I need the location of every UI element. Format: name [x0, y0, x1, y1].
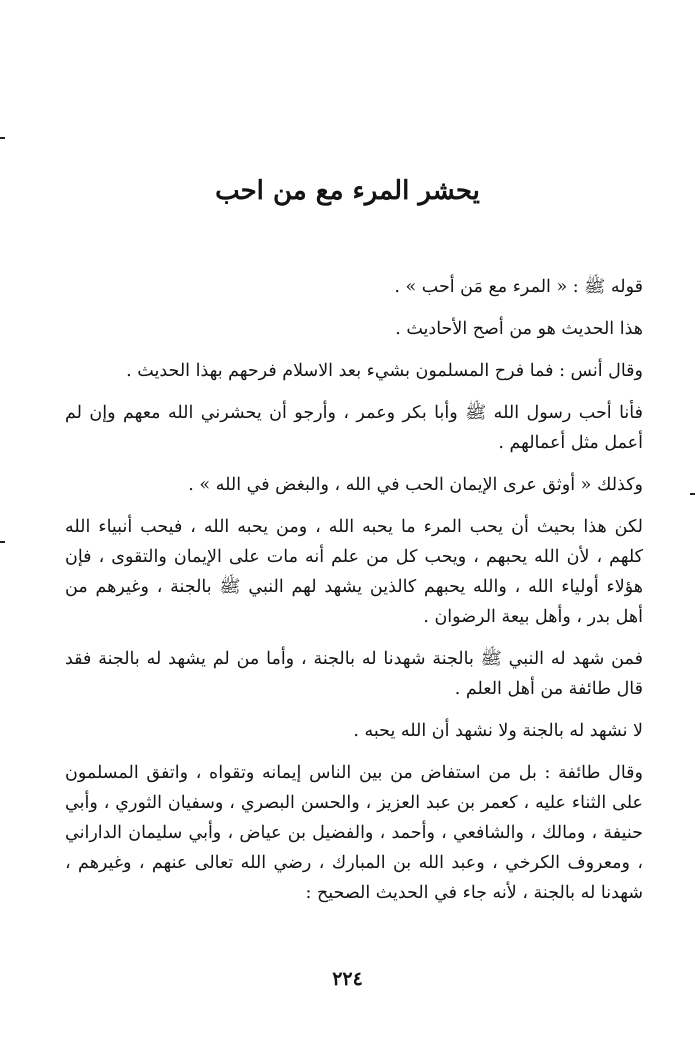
paragraph: فأنا أحب رسول الله ﷺ وأبا بكر وعمر ، وأرجو أن يحشرني الله معهم وإن لم أعمل مثل أعمالهم .	[65, 403, 643, 453]
paragraph: لكن هذا بحيث أن يحب المرء ما يحبه الله ، ومن يحبه الله ، فيحب أنبياء الله كلهم ، لأن الله يحبهم ، ويحب كل من علم أنه مات على الإيمان والتقوى ، فإن هؤلاء أولياء الله ، والله يحبهم كالذين يشهد لهم النبي ﷺ بالجنة ، وغيرهم من أهل بدر ، وأهل بيعة الرضوان .	[65, 517, 643, 627]
paragraph: وقال أنس : فما فرح المسلمون بشيء بعد الاسلام فرحهم بهذا الحديث .	[126, 361, 643, 381]
paragraph: قوله ﷺ : « المرء مع مَن أحب » .	[394, 277, 643, 297]
paragraph: وكذلك « أوثق عرى الإيمان الحب في الله ، والبغض في الله » .	[188, 475, 643, 495]
body-text	[65, 272, 643, 918]
chapter-title: يحشر المرء مع من احب	[215, 176, 480, 206]
edge-mark	[690, 493, 695, 495]
page-number: ٢٢٤	[332, 968, 363, 990]
edge-mark	[0, 541, 5, 543]
paragraph: هذا الحديث هو من أصح الأحاديث .	[395, 319, 643, 339]
paragraph: وقال طائفة : بل من استفاض من بين الناس إيمانه وتقواه ، واتفق المسلمون على الثناء عليه ، كعمر بن عبد العزيز ، والحسن البصري ، وسفيان الثوري ، وأبي حنيفة ، ومالك ، والشافعي ، وأحمد ، والفضيل بن عياض ، وأبي سليمان الداراني ، ومعروف الكرخي ، وعبد الله بن المبارك ، رضي الله تعالى عنهم ، وغيرهم ، شهدنا له بالجنة ، لأنه جاء في الحديث الصحيح :	[65, 763, 643, 903]
edge-mark	[0, 137, 5, 139]
paragraph: فمن شهد له النبي ﷺ بالجنة شهدنا له بالجنة ، وأما من لم يشهد له بالجنة فقد قال طائفة من أهل العلم .	[65, 649, 643, 699]
paragraph: لا نشهد له بالجنة ولا نشهد أن الله يحبه .	[353, 721, 643, 741]
